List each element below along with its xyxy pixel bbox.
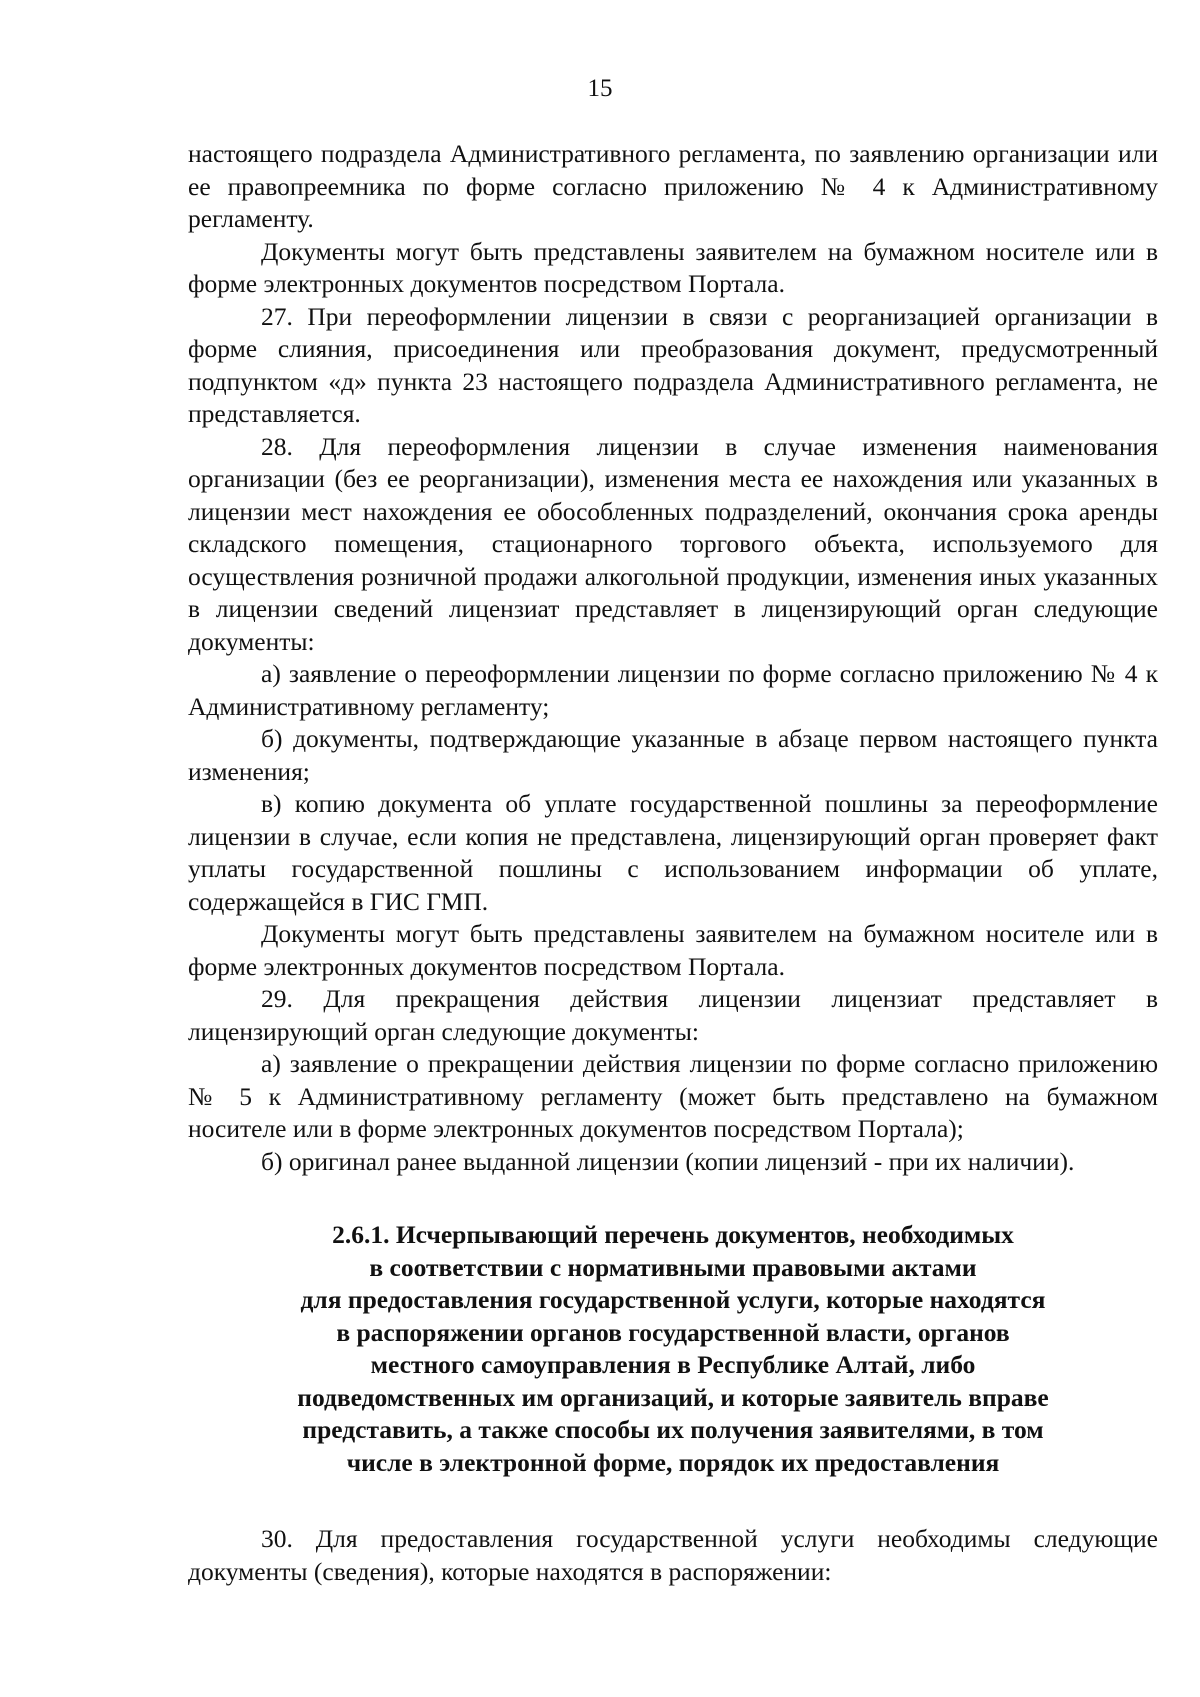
heading-line: в соответствии с нормативными правовыми актами [369, 1252, 977, 1282]
paragraph-continuation: настоящего подраздела Административного регламента, по заявлению организации или ее правопреемника по форме согласно приложению № 4 к Административному регламенту. [188, 139, 1158, 233]
page-number: 15 [587, 75, 613, 102]
paragraph-documents-submission-2: Документы могут быть представлены заявителем на бумажном носителе или в форме электронных документов посредством Портала. [188, 919, 1158, 981]
paragraph-documents-submission: Документы могут быть представлены заявителем на бумажном носителе или в форме электронных документов посредством Портала. [188, 236, 1158, 298]
paragraph-item-30: 30. Для предоставления государственной услуги необходимы следующие документы (сведения), которые находятся в распоряжении: [188, 1524, 1158, 1586]
paragraph-item-28-v: в) копию документа об уплате государственной пошлины за переоформление лицензии в случае, если копия не представлена, лицензирующий орган проверяет факт уплаты государственной пошлины с использованием информации об уплате, содержащейся в ГИС ГМП. [188, 789, 1158, 916]
paragraph-item-28-b: б) документы, подтверждающие указанные в абзаце первом настоящего пункта изменения; [188, 724, 1158, 786]
section-heading-2-6-1 [253, 1219, 1093, 1479]
paragraph-item-27: 27. При переоформлении лицензии в связи с реорганизацией организации в форме слияния, присоединения или преобразования документ, предусмотренный подпунктом «д» пункта 23 настоящего подраздела Административного регламента, не представляется. [188, 301, 1158, 428]
heading-line: представить, а также способы их получения заявителями, в том [302, 1415, 1044, 1444]
paragraph-item-29: 29. Для прекращения действия лицензии лицензиат представляет в лицензирующий орган следующие документы: [188, 984, 1158, 1046]
paragraph-item-28: 28. Для переоформления лицензии в случае изменения наименования организации (без ее реорганизации), изменения места ее нахождения или указанных в лицензии мест нахождения ее обособленных подразделений, окончания срока аренды складского помещения, стационарного торгового объекта, используемого для осуществления розничной продажи алкогольной продукции, изменения иных указанных в лицензии сведений лицензиат представляет в лицензирующий орган следующие документы: [188, 431, 1158, 656]
heading-line: для предоставления государственной услуги, которые находятся [300, 1285, 1046, 1314]
document-body [188, 138, 1158, 1588]
paragraph-item-28-a: а) заявление о переоформлении лицензии по форме согласно приложению № 4 к Административному регламенту; [188, 659, 1158, 721]
paragraph-item-29-b: б) оригинал ранее выданной лицензии (копии лицензий - при их наличии). [261, 1146, 1075, 1176]
heading-line: числе в электронной форме, порядок их предоставления [346, 1447, 1000, 1477]
paragraph-item-29-a: а) заявление о прекращении действия лицензии по форме согласно приложению № 5 к Административному регламенту (может быть представлено на бумажном носителе или в форме электронных документов посредством Портала); [188, 1049, 1158, 1143]
heading-line: в распоряжении органов государственной власти, органов [336, 1317, 1010, 1347]
heading-line: подведомственных им организаций, и которые заявитель вправе [297, 1382, 1049, 1412]
heading-line: 2.6.1. Исчерпывающий перечень документов, необходимых [332, 1220, 1014, 1249]
heading-line: местного самоуправления в Республике Алтай, либо [370, 1350, 976, 1379]
